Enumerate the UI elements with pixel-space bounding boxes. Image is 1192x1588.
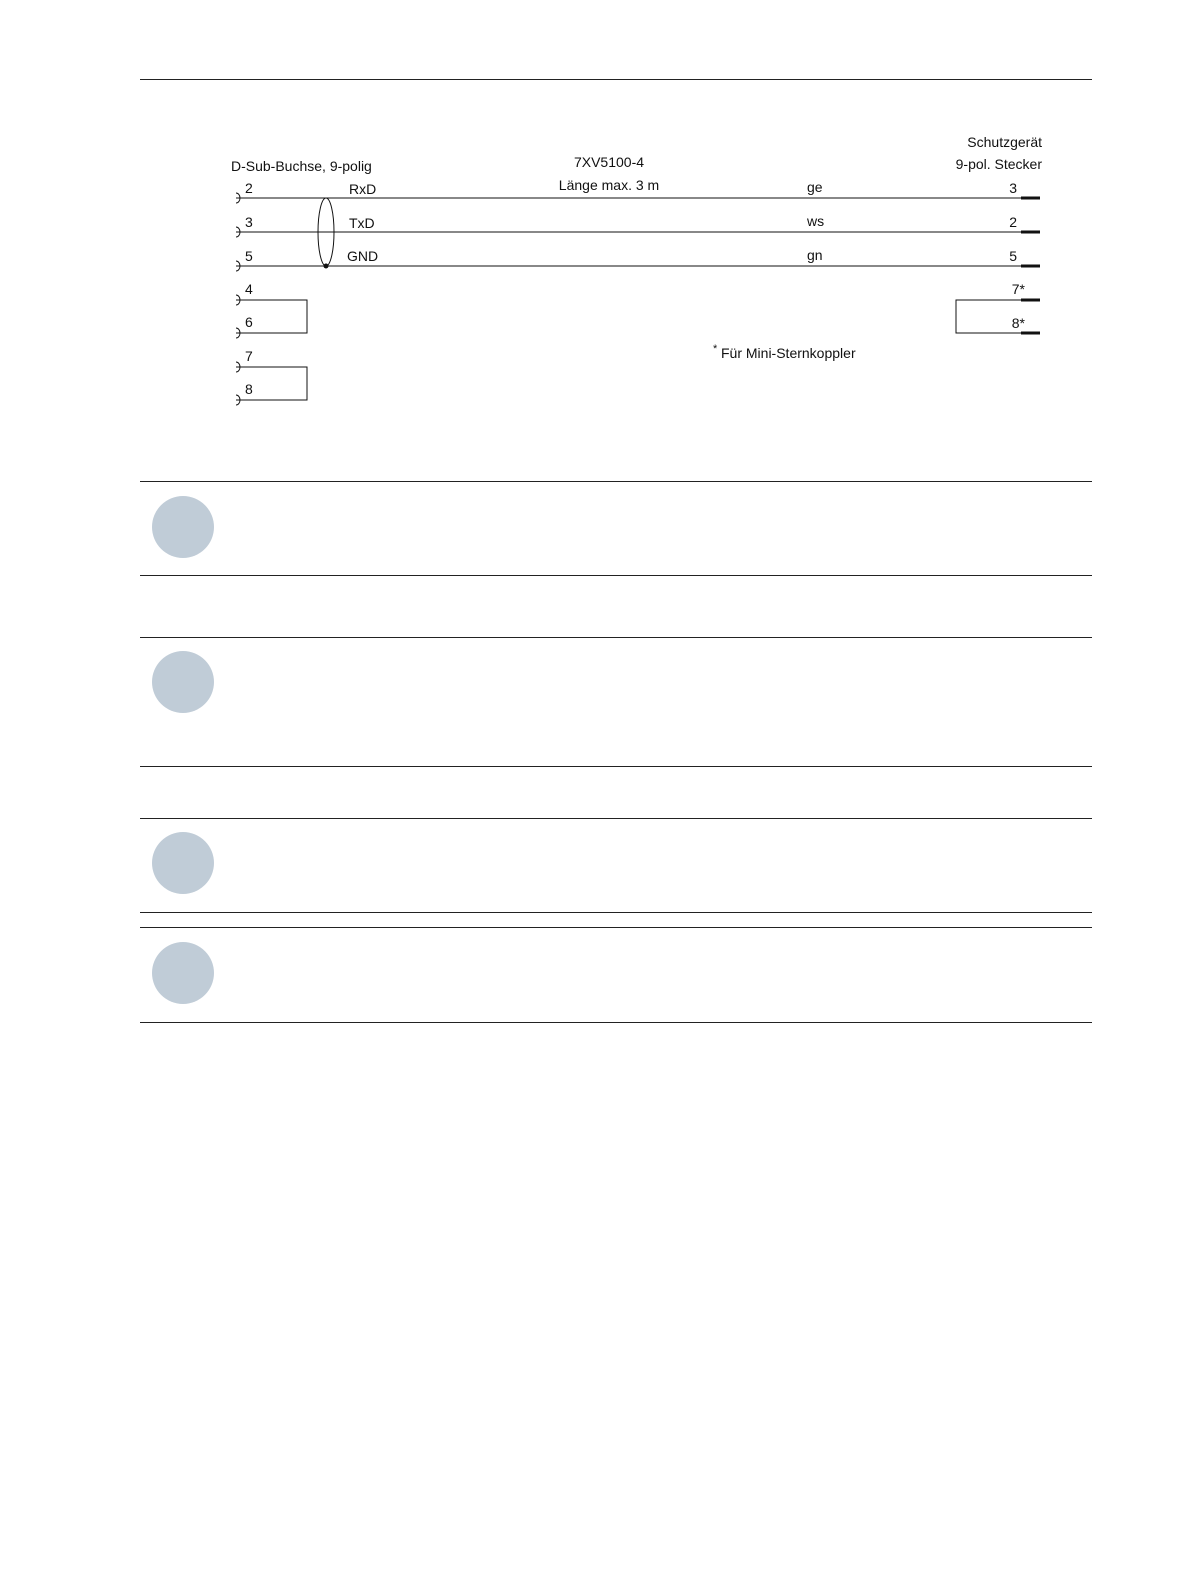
note-bottom-rule — [140, 1022, 1092, 1023]
left-bridge-7-8 — [236, 348, 307, 405]
wiring-diagram — [0, 0, 1192, 470]
left-pin-label: 3 — [245, 214, 253, 230]
signal-name: TxD — [349, 215, 375, 231]
left-pin-label: 6 — [245, 314, 253, 330]
left-pin-label: 2 — [245, 180, 253, 196]
right-pin-label: 5 — [1009, 248, 1017, 264]
wire-color: gn — [807, 247, 823, 263]
note-box — [140, 481, 1092, 576]
note-bottom-rule — [140, 575, 1092, 576]
shield-ground-dot — [324, 264, 329, 269]
signal-name: GND — [347, 248, 379, 264]
footnote-text: Für Mini-Sternkoppler — [721, 345, 856, 361]
left-pin-label: 7 — [245, 348, 253, 364]
note-icon — [152, 832, 214, 894]
note-box — [140, 927, 1092, 1023]
right-device-title: Schutzgerät — [967, 134, 1042, 150]
note-top-rule — [140, 637, 1092, 638]
left-connector-title: D-Sub-Buchse, 9-polig — [231, 158, 372, 174]
left-pin-label: 8 — [245, 381, 253, 397]
left-bridge-4-6 — [236, 281, 307, 338]
note-box — [140, 818, 1092, 913]
note-top-rule — [140, 481, 1092, 482]
signal-wire-txd — [236, 213, 1040, 237]
cable-title: 7XV5100-4 — [573, 154, 645, 170]
cable-length: Länge max. 3 m — [558, 177, 660, 193]
signal-wire-gnd — [236, 247, 1040, 271]
note-bottom-rule — [140, 912, 1092, 913]
left-pin-label: 4 — [245, 281, 253, 297]
right-connector-title: 9-pol. Stecker — [955, 156, 1042, 172]
right-pin-label: 7* — [1011, 281, 1025, 297]
signal-name: RxD — [349, 181, 377, 197]
note-top-rule — [140, 818, 1092, 819]
note-bottom-rule — [140, 766, 1092, 767]
footnote-mark: * — [713, 343, 718, 355]
note-box — [140, 637, 1092, 767]
note-icon — [152, 942, 214, 1004]
note-icon — [152, 651, 214, 713]
note-top-rule — [140, 927, 1092, 928]
right-pin-label: 2 — [1009, 214, 1017, 230]
wire-color: ws — [807, 213, 825, 229]
wire-color: ge — [807, 179, 823, 195]
right-pin-label: 3 — [1009, 180, 1017, 196]
right-pin-label: 8* — [1011, 315, 1025, 331]
left-pin-label: 5 — [245, 248, 253, 264]
right-bridge-7-8 — [956, 281, 1040, 333]
note-icon — [152, 496, 214, 558]
